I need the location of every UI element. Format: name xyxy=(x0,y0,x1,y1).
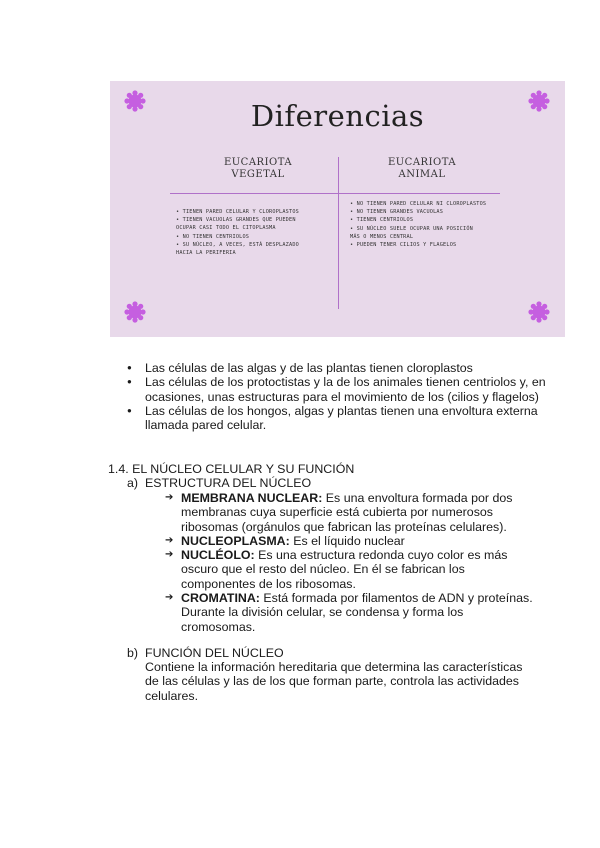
term: NUCLEOPLASMA: xyxy=(181,533,290,548)
function-paragraph: Contiene la información hereditaria que determina las características de las células y las de los que forman parte, controla las actividades celulares. xyxy=(145,660,523,703)
list-item: ● Las células de los protoctistas y la de los animales tienen centriolos y, en ocasiones, unas estructuras para el movimiento de los (cilios y flagelos) xyxy=(127,375,547,404)
definition: Está formada por filamentos de ADN y proteínas. Durante la división celular, se condensa y forma los cromosomas. xyxy=(181,591,533,634)
list-item: • NO TIENEN PARED CELULAR NI CLOROPLASTOS xyxy=(350,200,520,208)
list-item: • TIENEN CENTRIOLOS xyxy=(350,216,520,224)
differences-card xyxy=(110,81,565,337)
subsection-title: ESTRUCTURA DEL NÚCLEO xyxy=(145,476,312,490)
list-item: • PUEDEN TENER CILIOS Y FLAGELOS xyxy=(350,241,520,249)
bullet-list xyxy=(127,361,547,432)
list-item xyxy=(165,491,535,534)
vegetal-heading: EUCARIOTA VEGETAL xyxy=(223,157,293,180)
term: MEMBRANA NUCLEAR: xyxy=(181,491,323,505)
list-item xyxy=(165,548,535,591)
definition: Es el líquido nuclear xyxy=(289,533,405,548)
list-item xyxy=(165,534,535,548)
term: CROMATINA: xyxy=(181,591,260,606)
list-item: • SU NÚCLEO, A VECES, ESTÁ DESPLAZADO HACIA LA PERIFERIA xyxy=(176,241,336,257)
card-title: Diferencias xyxy=(250,99,425,133)
column-divider xyxy=(338,157,339,309)
list-item: • SU NÚCLEO SUELE OCUPAR UNA POSICIÓN MÁS O MENOS CENTRAL xyxy=(350,225,520,241)
list-item: • TIENEN PARED CELULAR Y CLOROPLASTOS xyxy=(176,208,336,216)
header-divider xyxy=(170,193,500,194)
definition: Es una envoltura formada por dos membranas cuya superficie está cubierta por numerosos ribosomas (orgánulos que fabrican las proteínas celulares). xyxy=(181,491,513,534)
subsection-a-heading xyxy=(127,476,311,490)
list-item: • NO TIENEN CENTRIOLOS xyxy=(176,233,336,241)
flower-icon xyxy=(124,301,146,323)
subsection-label: a) xyxy=(127,476,139,490)
structure-list xyxy=(165,491,535,634)
list-item: ● Las células de los hongos, algas y plantas tienen una envoltura externa llamada pared celular. xyxy=(127,404,547,433)
section-title: 1.4. EL NÚCLEO CELULAR Y SU FUNCIÓN xyxy=(108,462,355,476)
term: NUCLÉOLO: xyxy=(181,548,255,563)
animal-heading: EUCARIOTA ANIMAL xyxy=(387,157,457,180)
animal-list xyxy=(350,200,520,249)
definition: Es una estructura redonda cuyo color es más oscuro que el resto del núcleo. En él se fabrican los componentes de los ribosomas. xyxy=(181,548,508,591)
list-item: • NO TIENEN GRANDES VACUOLAS xyxy=(350,208,520,216)
subsection-title: FUNCIÓN DEL NÚCLEO xyxy=(145,646,284,660)
list-item: ● Las células de las algas y de las plantas tienen cloroplastos xyxy=(127,361,547,375)
subsection-label: b) xyxy=(127,646,139,660)
vegetal-list xyxy=(176,208,336,257)
list-item: • TIENEN VACUOLAS GRANDES QUE PUEDEN OCUPAR CASI TODO EL CITOPLASMA xyxy=(176,216,336,232)
list-item xyxy=(165,591,535,634)
flower-icon xyxy=(528,301,550,323)
subsection-b-heading xyxy=(127,646,284,660)
